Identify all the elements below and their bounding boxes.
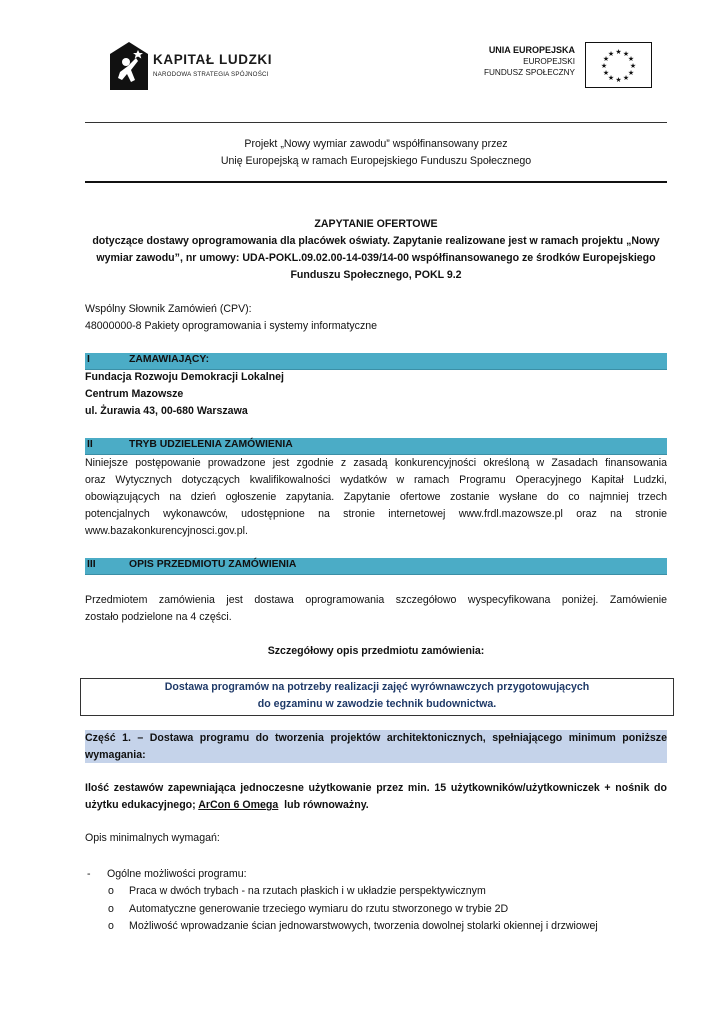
project-line-1: Projekt „Nowy wymiar zawodu” współfinansowany przez	[244, 138, 508, 150]
svg-text:★: ★	[615, 76, 622, 84]
svg-text:★: ★	[607, 50, 615, 58]
section-3-number: III	[87, 559, 96, 570]
section-2-line: Niniejsze postępowanie prowadzone jest zgodnie z zasadą konkurencyjności określoną w Zasadach finansowania	[85, 457, 667, 469]
ordering-party-line: Centrum Mazowsze	[85, 388, 184, 400]
part-1-header	[85, 730, 667, 763]
svg-text:★: ★	[627, 69, 635, 77]
quantity-block	[85, 780, 667, 814]
svg-text:★: ★	[627, 55, 635, 63]
eu-line-2: EUROPEJSKI	[523, 57, 575, 66]
project-line-2: Unię Europejską w ramach Europejskiego Funduszu Społecznego	[220, 155, 532, 167]
part-1-line-2: wymagania:	[85, 749, 146, 761]
eu-flag-icon	[585, 42, 652, 88]
general-bullet: -	[87, 868, 91, 880]
section-1-header	[85, 353, 667, 370]
section-1-title: ZAMAWIAJĄCY:	[129, 354, 210, 365]
section-3-title: OPIS PRZEDMIOTU ZAMÓWIENIA	[129, 559, 297, 570]
title-heading: ZAPYTANIE OFERTOWE	[314, 218, 438, 230]
part-1-line-1: Część 1. – Dostawa programu do tworzenia projektów architektonicznych, spełniającego minimum poniższe	[85, 732, 667, 744]
detail-heading: Szczegółowy opis przedmiotu zamówienia:	[267, 645, 485, 657]
svg-text:★: ★	[607, 74, 615, 82]
svg-text:★: ★	[622, 50, 630, 58]
section-2-line: potencjalnych wykonawców, udostępnione na stronie internetowej www.frdl.mazowsze.pl oraz na stronie	[85, 508, 667, 520]
section-2-body	[85, 455, 667, 540]
section-1-number: I	[87, 354, 90, 365]
title-line-1: dotyczące dostawy oprogramowania dla placówek oświaty. Zapytanie realizowane jest w ramach projektu „Nowy	[92, 235, 660, 247]
section-3-header	[85, 558, 667, 575]
title-line-2: wymiar zawodu”, nr umowy: UDA-POKL.09.02.00-14-039/14-00 współfinansowanego ze środków Europejskiego	[96, 252, 656, 264]
section-3-intro-line-2: zostało podzielone na 4 części.	[85, 611, 232, 623]
scope-box-line-2: do egzaminu w zawodzie technik budownictwa.	[257, 698, 497, 710]
svg-text:★: ★	[602, 69, 610, 77]
requirement-item: Praca w dwóch trybach - na rzutach płaskich i w układzie perspektywicznym	[129, 885, 486, 897]
header-rule	[85, 122, 667, 123]
general-capabilities: Ogólne możliwości programu:	[107, 868, 247, 880]
sub-bullet: o	[108, 920, 114, 932]
section-2-header	[85, 438, 667, 455]
section-2-number: II	[87, 439, 93, 450]
section-2-line: obowiązujących na dzień ogłoszenie zapytania. Zapytanie ofertowe zostanie wysłane do co najmniej trzech	[85, 491, 667, 503]
sub-bullet: o	[108, 885, 114, 897]
title-line-3: Funduszu Społecznego, POKL 9.2	[290, 269, 462, 281]
project-statement	[85, 136, 667, 170]
document-title	[85, 216, 667, 284]
kapital-ludzki-emblem	[108, 40, 150, 92]
svg-text:★: ★	[615, 48, 622, 56]
ordering-party-line: ul. Żurawia 43, 00-680 Warszawa	[85, 405, 248, 417]
requirement-item: Automatyczne generowanie trzeciego wymiaru do rzutu stworzonego w trybie 2D	[129, 903, 509, 915]
section-2-line: www.bazakonkurencyjnosci.gov.pl.	[85, 525, 248, 537]
kapital-ludzki-title: KAPITAŁ LUDZKI	[153, 52, 273, 67]
scope-box-line-1: Dostawa programów na potrzeby realizacji zajęć wyrównawczych przygotowujących	[164, 681, 590, 693]
svg-text:★: ★	[602, 55, 610, 63]
requirements-heading: Opis minimalnych wymagań:	[85, 832, 220, 844]
quantity-line-1: Ilość zestawów zapewniająca jednoczesne użytkowanie przez min. 15 użytkowników/użytkowniczek + nośnik do	[85, 782, 667, 794]
svg-text:★: ★	[622, 74, 630, 82]
eu-text-block	[440, 45, 575, 78]
cpv-line-1: Wspólny Słownik Zamówień (CPV):	[85, 303, 252, 315]
sub-bullet: o	[108, 903, 114, 915]
section-1-body	[85, 369, 284, 420]
cpv-block	[85, 301, 377, 335]
section-2-line: oraz Wytycznych dotyczących kwalifikowalności wydatków w ramach Programu Operacyjnego Kapitał Ludzki,	[85, 474, 667, 486]
quantity-line-2	[85, 797, 667, 814]
scope-box	[80, 678, 674, 716]
cpv-line-2: 48000000-8 Pakiety oprogramowania i systemy informatyczne	[85, 320, 378, 332]
eu-line-3: FUNDUSZ SPOŁECZNY	[484, 68, 575, 77]
eu-line-1: UNIA EUROPEJSKA	[488, 45, 575, 55]
quantity-line-2-pre: użytku edukacyjnego;	[85, 799, 199, 811]
section-3-intro	[85, 592, 667, 626]
svg-text:★: ★	[600, 62, 608, 70]
kapital-ludzki-subtitle: NARODOWA STRATEGIA SPÓJNOŚCI	[153, 71, 269, 78]
product-name: ArCon 6 Omega	[198, 799, 279, 811]
section-3-intro-line-1: Przedmiotem zamówienia jest dostawa oprogramowania szczegółowo wyspecyfikowana poniżej. Zamówienie	[85, 594, 667, 606]
requirement-item: Możliwość wprowadzanie ścian jednowarstwowych, tworzenia dowolnej stolarki okiennej i drzwiowej	[129, 920, 598, 932]
project-rule	[85, 181, 667, 183]
quantity-line-2-post: lub równoważny.	[278, 799, 369, 811]
svg-text:★: ★	[629, 62, 637, 70]
ordering-party-line: Fundacja Rozwoju Demokracji Lokalnej	[85, 371, 284, 383]
section-2-title: TRYB UDZIELENIA ZAMÓWIENIA	[129, 439, 293, 450]
